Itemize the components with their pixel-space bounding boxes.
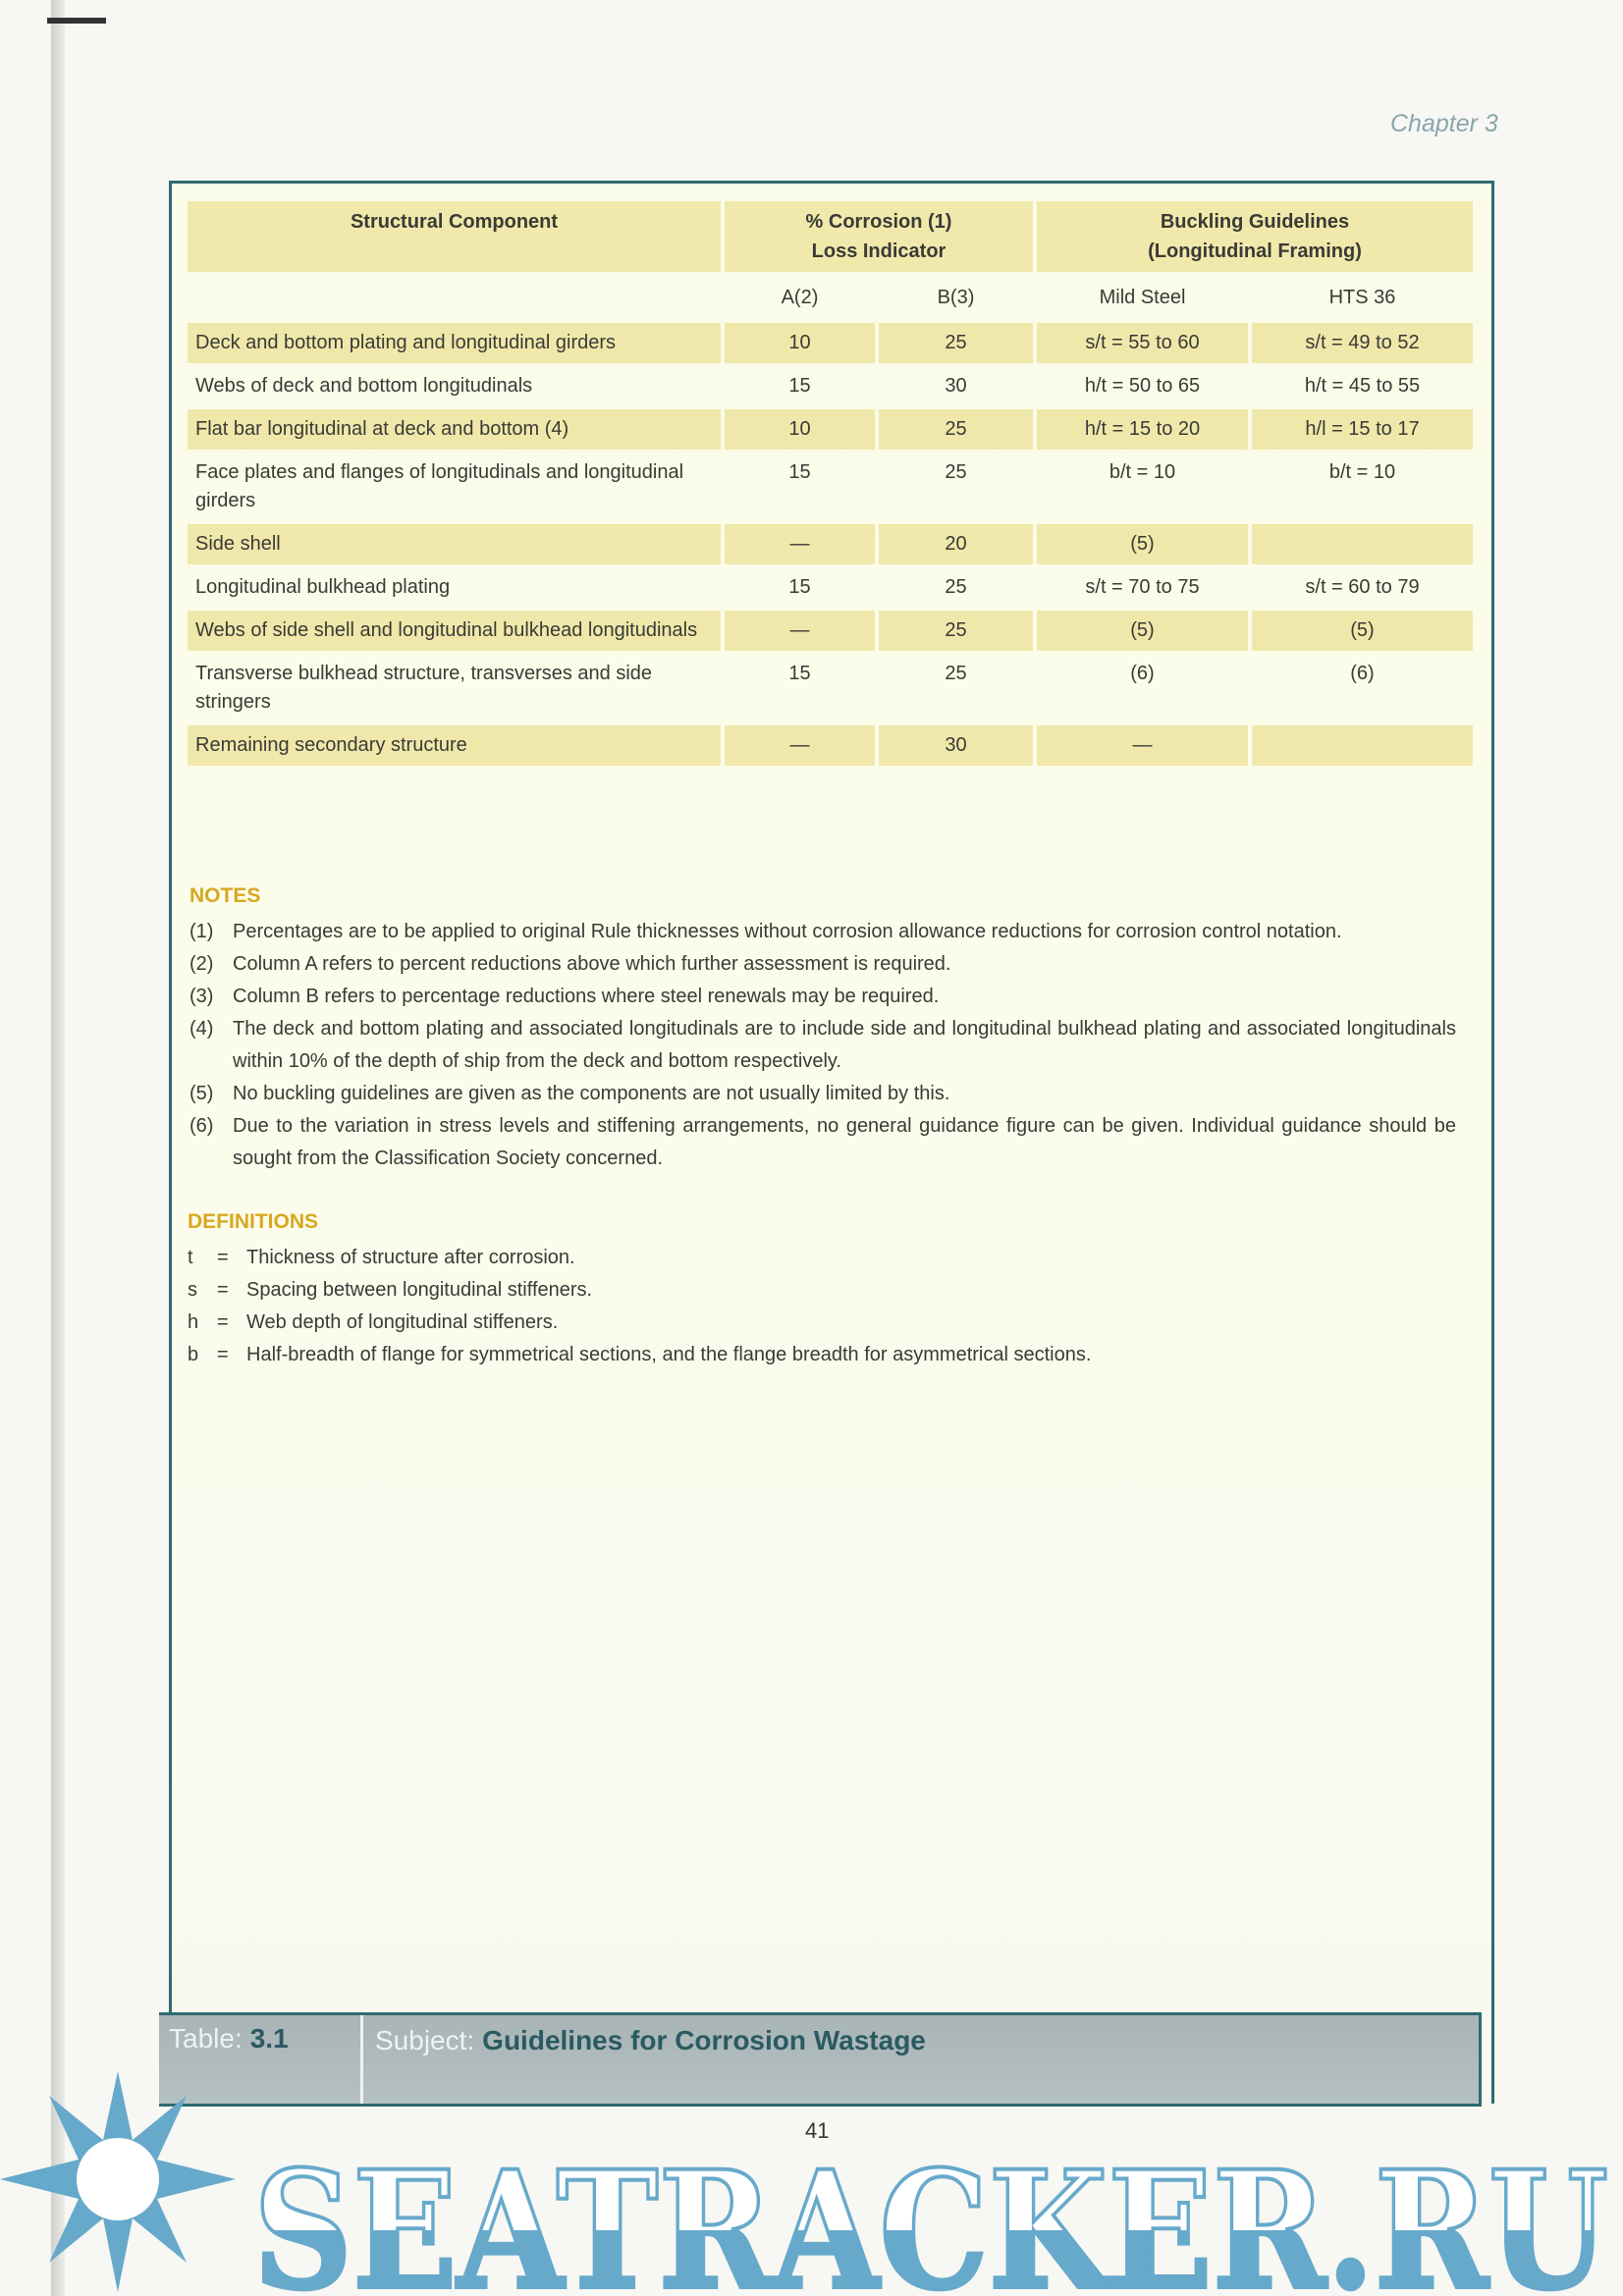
- page-number: 41: [805, 2118, 830, 2143]
- table-subheader-row: [188, 275, 1473, 320]
- component-cell: Longitudinal bulkhead plating: [195, 576, 451, 598]
- note-number: (2): [189, 953, 214, 975]
- header-structural-component: Structural Component: [188, 201, 721, 272]
- definition-symbol: b: [188, 1344, 199, 1365]
- col-b-cell: 30: [945, 375, 967, 397]
- subheader-b: B(3): [937, 287, 975, 308]
- col-a-cell: —: [725, 725, 875, 766]
- note-number: (1): [189, 921, 214, 942]
- component-cell: Side shell: [188, 524, 721, 564]
- table-row: [188, 409, 1473, 450]
- equals-sign: =: [217, 1311, 229, 1333]
- component-cell: Flat bar longitudinal at deck and bottom (4): [188, 409, 721, 450]
- note-text: Due to the variation in stress levels and stiffening arrangements, no general guidance figure can be given. Individual guidance should be sought from the Classification Society concerned.: [233, 1115, 1456, 1169]
- mild-steel-cell: s/t = 70 to 75: [1085, 576, 1200, 598]
- note-item: [189, 1110, 1456, 1175]
- subheader-hts36: HTS 36: [1328, 287, 1396, 308]
- mild-steel-cell: (6): [1130, 663, 1155, 684]
- mild-steel-cell: h/t = 15 to 20: [1037, 409, 1248, 450]
- notes-heading: NOTES: [189, 884, 261, 907]
- col-b-cell: 30: [879, 725, 1033, 766]
- note-number: (6): [189, 1115, 214, 1137]
- mild-steel-cell: s/t = 55 to 60: [1037, 323, 1248, 363]
- definition-item: [188, 1242, 1091, 1274]
- definition-text: Thickness of structure after corrosion.: [246, 1247, 575, 1268]
- col-a-cell: —: [725, 524, 875, 564]
- note-item: [189, 916, 1456, 948]
- col-b-cell: 20: [879, 524, 1033, 564]
- component-cell: Transverse bulkhead structure, transverses and side stringers: [195, 663, 653, 713]
- header-corrosion: % Corrosion (1) Loss Indicator: [725, 201, 1033, 272]
- col-b-cell: 25: [879, 611, 1033, 651]
- note-item: [189, 981, 1456, 1013]
- definitions-section: [188, 1205, 1091, 1371]
- component-cell: Webs of deck and bottom longitudinals: [195, 375, 533, 397]
- mild-steel-cell: b/t = 10: [1109, 461, 1176, 483]
- table-header-row: [188, 201, 1473, 272]
- watermark-logo: [0, 2061, 1623, 2296]
- component-cell: Remaining secondary structure: [188, 725, 721, 766]
- col-a-cell: 10: [725, 323, 875, 363]
- mild-steel-cell: —: [1037, 725, 1248, 766]
- col-b-cell: 25: [945, 663, 967, 684]
- note-number: (4): [189, 1018, 214, 1040]
- corrosion-table: [184, 198, 1477, 769]
- col-a-cell: 15: [788, 576, 811, 598]
- col-b-cell: 25: [879, 409, 1033, 450]
- hts36-cell: s/t = 49 to 52: [1252, 323, 1473, 363]
- note-item: [189, 1013, 1456, 1078]
- mild-steel-cell: (5): [1037, 524, 1248, 564]
- note-number: (3): [189, 986, 214, 1007]
- sun-burst-icon: [0, 2071, 236, 2292]
- hts36-cell: h/l = 15 to 17: [1252, 409, 1473, 450]
- definition-text: Web depth of longitudinal stiffeners.: [246, 1311, 559, 1333]
- definition-symbol: t: [188, 1247, 193, 1268]
- scan-mark: [47, 18, 106, 24]
- table-number: 3.1: [249, 2023, 289, 2054]
- col-b-cell: 25: [879, 323, 1033, 363]
- subheader-empty-cell: [188, 275, 721, 320]
- equals-sign: =: [217, 1247, 229, 1268]
- definition-item: [188, 1307, 1091, 1339]
- col-b-cell: 25: [945, 576, 967, 598]
- col-a-cell: 15: [788, 663, 811, 684]
- col-a-cell: 15: [788, 375, 811, 397]
- equals-sign: =: [217, 1344, 229, 1365]
- subject-title: Guidelines for Corrosion Wastage: [482, 2025, 926, 2056]
- col-b-cell: 25: [945, 461, 967, 483]
- hts36-cell: s/t = 60 to 79: [1305, 576, 1420, 598]
- chapter-label: Chapter 3: [1390, 110, 1498, 137]
- hts36-cell: h/t = 45 to 55: [1304, 375, 1421, 397]
- subheader-mild-steel: Mild Steel: [1099, 287, 1186, 308]
- note-number: (5): [189, 1083, 214, 1104]
- definition-symbol: h: [188, 1311, 199, 1333]
- hts36-cell: [1252, 725, 1473, 766]
- note-item: [189, 1078, 1456, 1110]
- table-row: [188, 611, 1473, 651]
- table-row: [188, 524, 1473, 564]
- subject-label: Subject:: [375, 2025, 475, 2056]
- definitions-heading: DEFINITIONS: [188, 1210, 319, 1233]
- definition-symbol: s: [188, 1279, 197, 1301]
- mild-steel-cell: h/t = 50 to 65: [1084, 375, 1201, 397]
- definition-text: Half-breadth of flange for symmetrical sections, and the flange breadth for asymmetrical sections.: [246, 1344, 1092, 1365]
- component-cell: Webs of side shell and longitudinal bulkhead longitudinals: [188, 611, 721, 651]
- hts36-cell: (6): [1350, 663, 1375, 684]
- col-a-cell: —: [725, 611, 875, 651]
- table-row: [188, 366, 1473, 406]
- col-a-cell: 15: [788, 461, 811, 483]
- table-row: [188, 725, 1473, 766]
- table-row: [188, 323, 1473, 363]
- table-row: [188, 567, 1473, 608]
- component-cell: Deck and bottom plating and longitudinal girders: [188, 323, 721, 363]
- book-spine-shadow: [51, 0, 65, 2296]
- definition-item: [188, 1274, 1091, 1307]
- note-text: The deck and bottom plating and associated longitudinals are to include side and longitudinal bulkhead plating and associated longitudinals within 10% of the depth of ship from the deck and bottom respectively.: [233, 1018, 1456, 1072]
- header-buckling: Buckling Guidelines (Longitudinal Framing): [1037, 201, 1473, 272]
- note-text: No buckling guidelines are given as the components are not usually limited by this.: [233, 1083, 950, 1104]
- table-row: [188, 453, 1473, 521]
- col-a-cell: 10: [725, 409, 875, 450]
- definition-item: [188, 1339, 1091, 1371]
- definition-text: Spacing between longitudinal stiffeners.: [246, 1279, 593, 1301]
- table-row: [188, 654, 1473, 722]
- note-text: Column A refers to percent reductions above which further assessment is required.: [233, 953, 951, 975]
- note-item: [189, 948, 1456, 981]
- hts36-cell: b/t = 10: [1328, 461, 1396, 483]
- hts36-cell: [1252, 524, 1473, 564]
- hts36-cell: (5): [1252, 611, 1473, 651]
- note-text: Column B refers to percentage reductions where steel renewals may be required.: [233, 986, 940, 1007]
- table-label: Table:: [169, 2023, 243, 2054]
- note-text: Percentages are to be applied to original Rule thicknesses without corrosion allowance reductions for corrosion control notation.: [233, 921, 1342, 942]
- mild-steel-cell: (5): [1037, 611, 1248, 651]
- equals-sign: =: [217, 1279, 229, 1301]
- subheader-a: A(2): [781, 287, 819, 308]
- watermark-text: SEATRACKER.RU: [253, 2135, 1608, 2296]
- component-cell: Face plates and flanges of longitudinals and longitudinal girders: [195, 461, 684, 511]
- notes-section: [189, 880, 1456, 1175]
